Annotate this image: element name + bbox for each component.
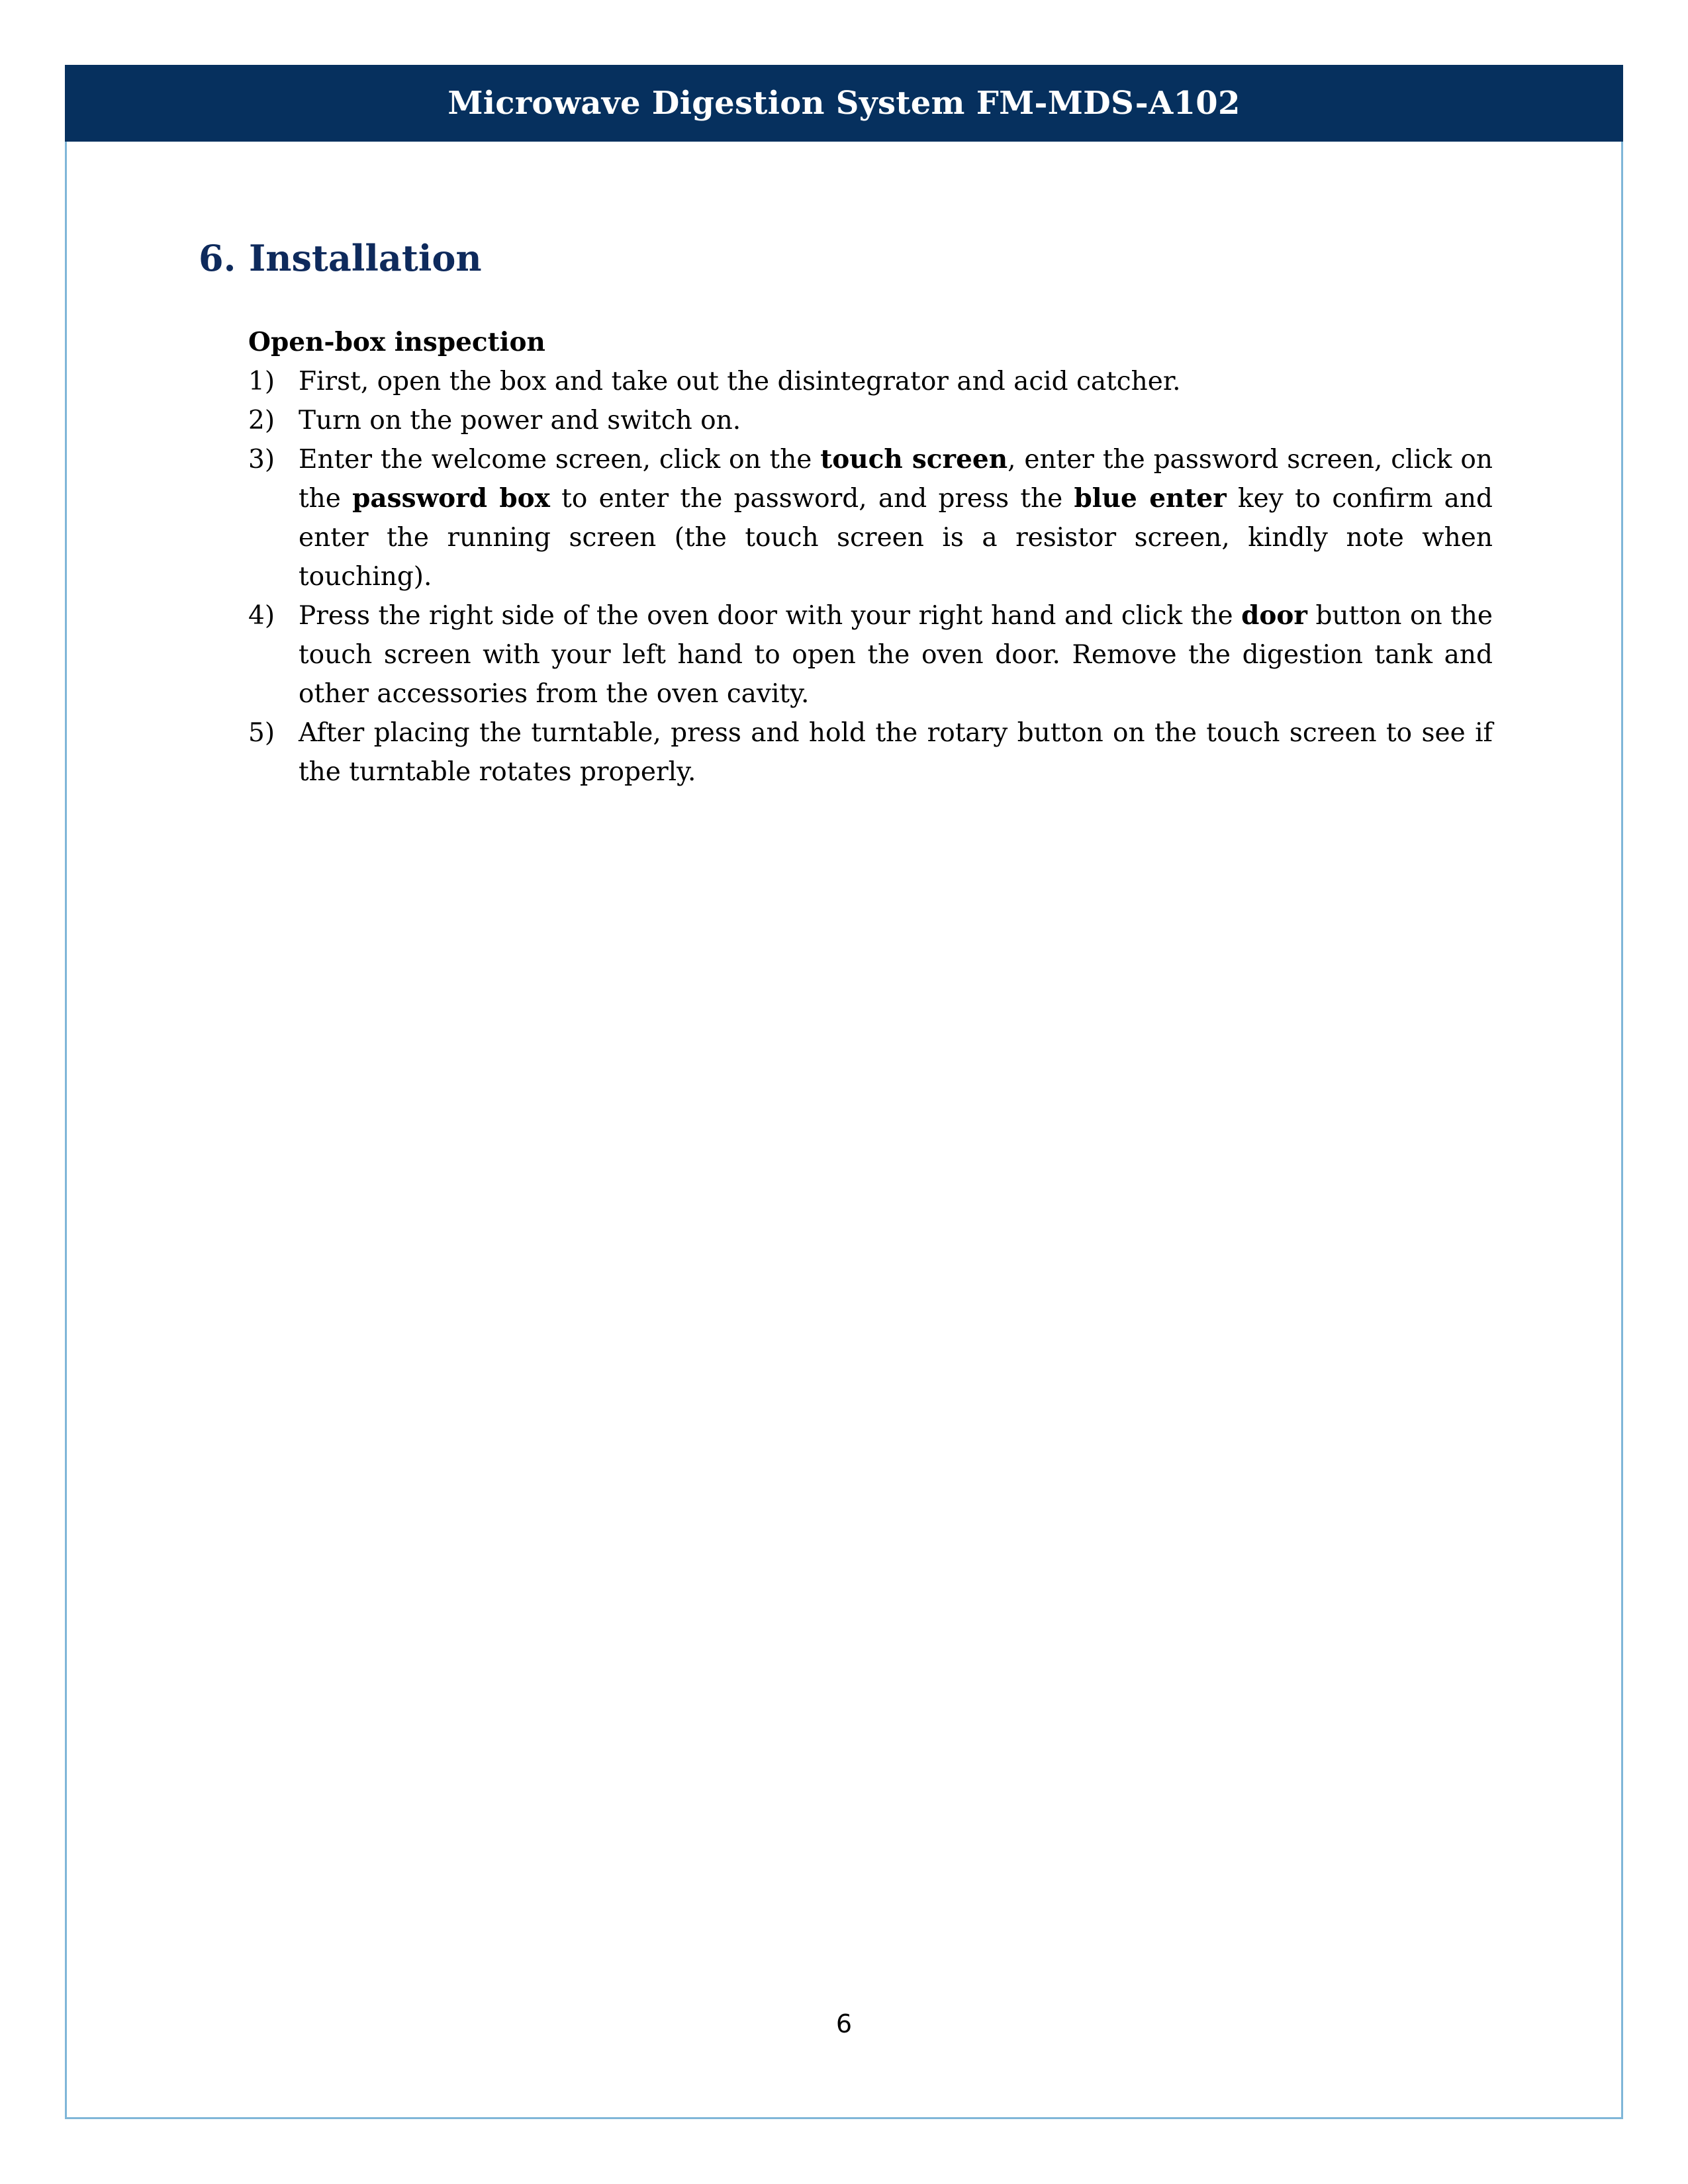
emphasized-term: password box: [352, 483, 550, 514]
emphasized-term: blue enter: [1074, 483, 1227, 514]
step-text-segment: to enter the password, and press the: [549, 484, 1074, 514]
section-title: Installation: [249, 237, 482, 279]
step-text-segment: Press the right side of the oven door with your right hand and click the: [299, 601, 1242, 631]
step-text: [299, 440, 1493, 596]
document-title: Microwave Digestion System FM-MDS-A102: [447, 85, 1241, 122]
list-item: [248, 401, 1493, 440]
step-number: 1): [248, 367, 275, 396]
step-text: [299, 713, 1493, 792]
section-number: 6.: [199, 237, 236, 279]
page-number: 6: [835, 2009, 853, 2038]
step-number: 3): [248, 445, 275, 475]
installation-steps-list: [248, 362, 1493, 792]
step-text-segment: After placing the turntable, press and hold the rotary button on the touch screen to see if the turntable rotates properly.: [299, 718, 1493, 787]
step-number: 4): [248, 601, 275, 631]
step-text-segment: , enter the password screen, click on the: [299, 445, 1493, 514]
emphasized-term: touch screen: [820, 444, 1008, 475]
emphasized-term: door: [1241, 600, 1307, 631]
section-content: [248, 323, 1493, 792]
step-number: 5): [248, 718, 275, 748]
step-text-segment: Enter the welcome screen, click on the: [299, 445, 821, 475]
step-text-segment: button on the touch screen with your left hand to open the oven door. Remove the digestion tank and other accessories from the oven cavity.: [299, 601, 1493, 709]
step-text-segment: Turn on the power and switch on.: [299, 406, 741, 435]
step-text: [299, 401, 1493, 440]
section-heading: [199, 237, 482, 279]
step-number: 2): [248, 406, 275, 435]
step-text: [299, 596, 1493, 713]
list-item: [248, 440, 1493, 596]
step-text-segment: First, open the box and take out the disintegrator and acid catcher.: [299, 367, 1181, 396]
list-item: [248, 713, 1493, 792]
subsection-heading: Open-box inspection: [248, 327, 545, 357]
step-text-segment: key to confirm and enter the running screen (the touch screen is a resistor screen, kindly note when touching).: [299, 484, 1493, 592]
step-text: [299, 362, 1493, 401]
list-item: [248, 596, 1493, 713]
document-header: [65, 65, 1623, 142]
list-item: [248, 362, 1493, 401]
